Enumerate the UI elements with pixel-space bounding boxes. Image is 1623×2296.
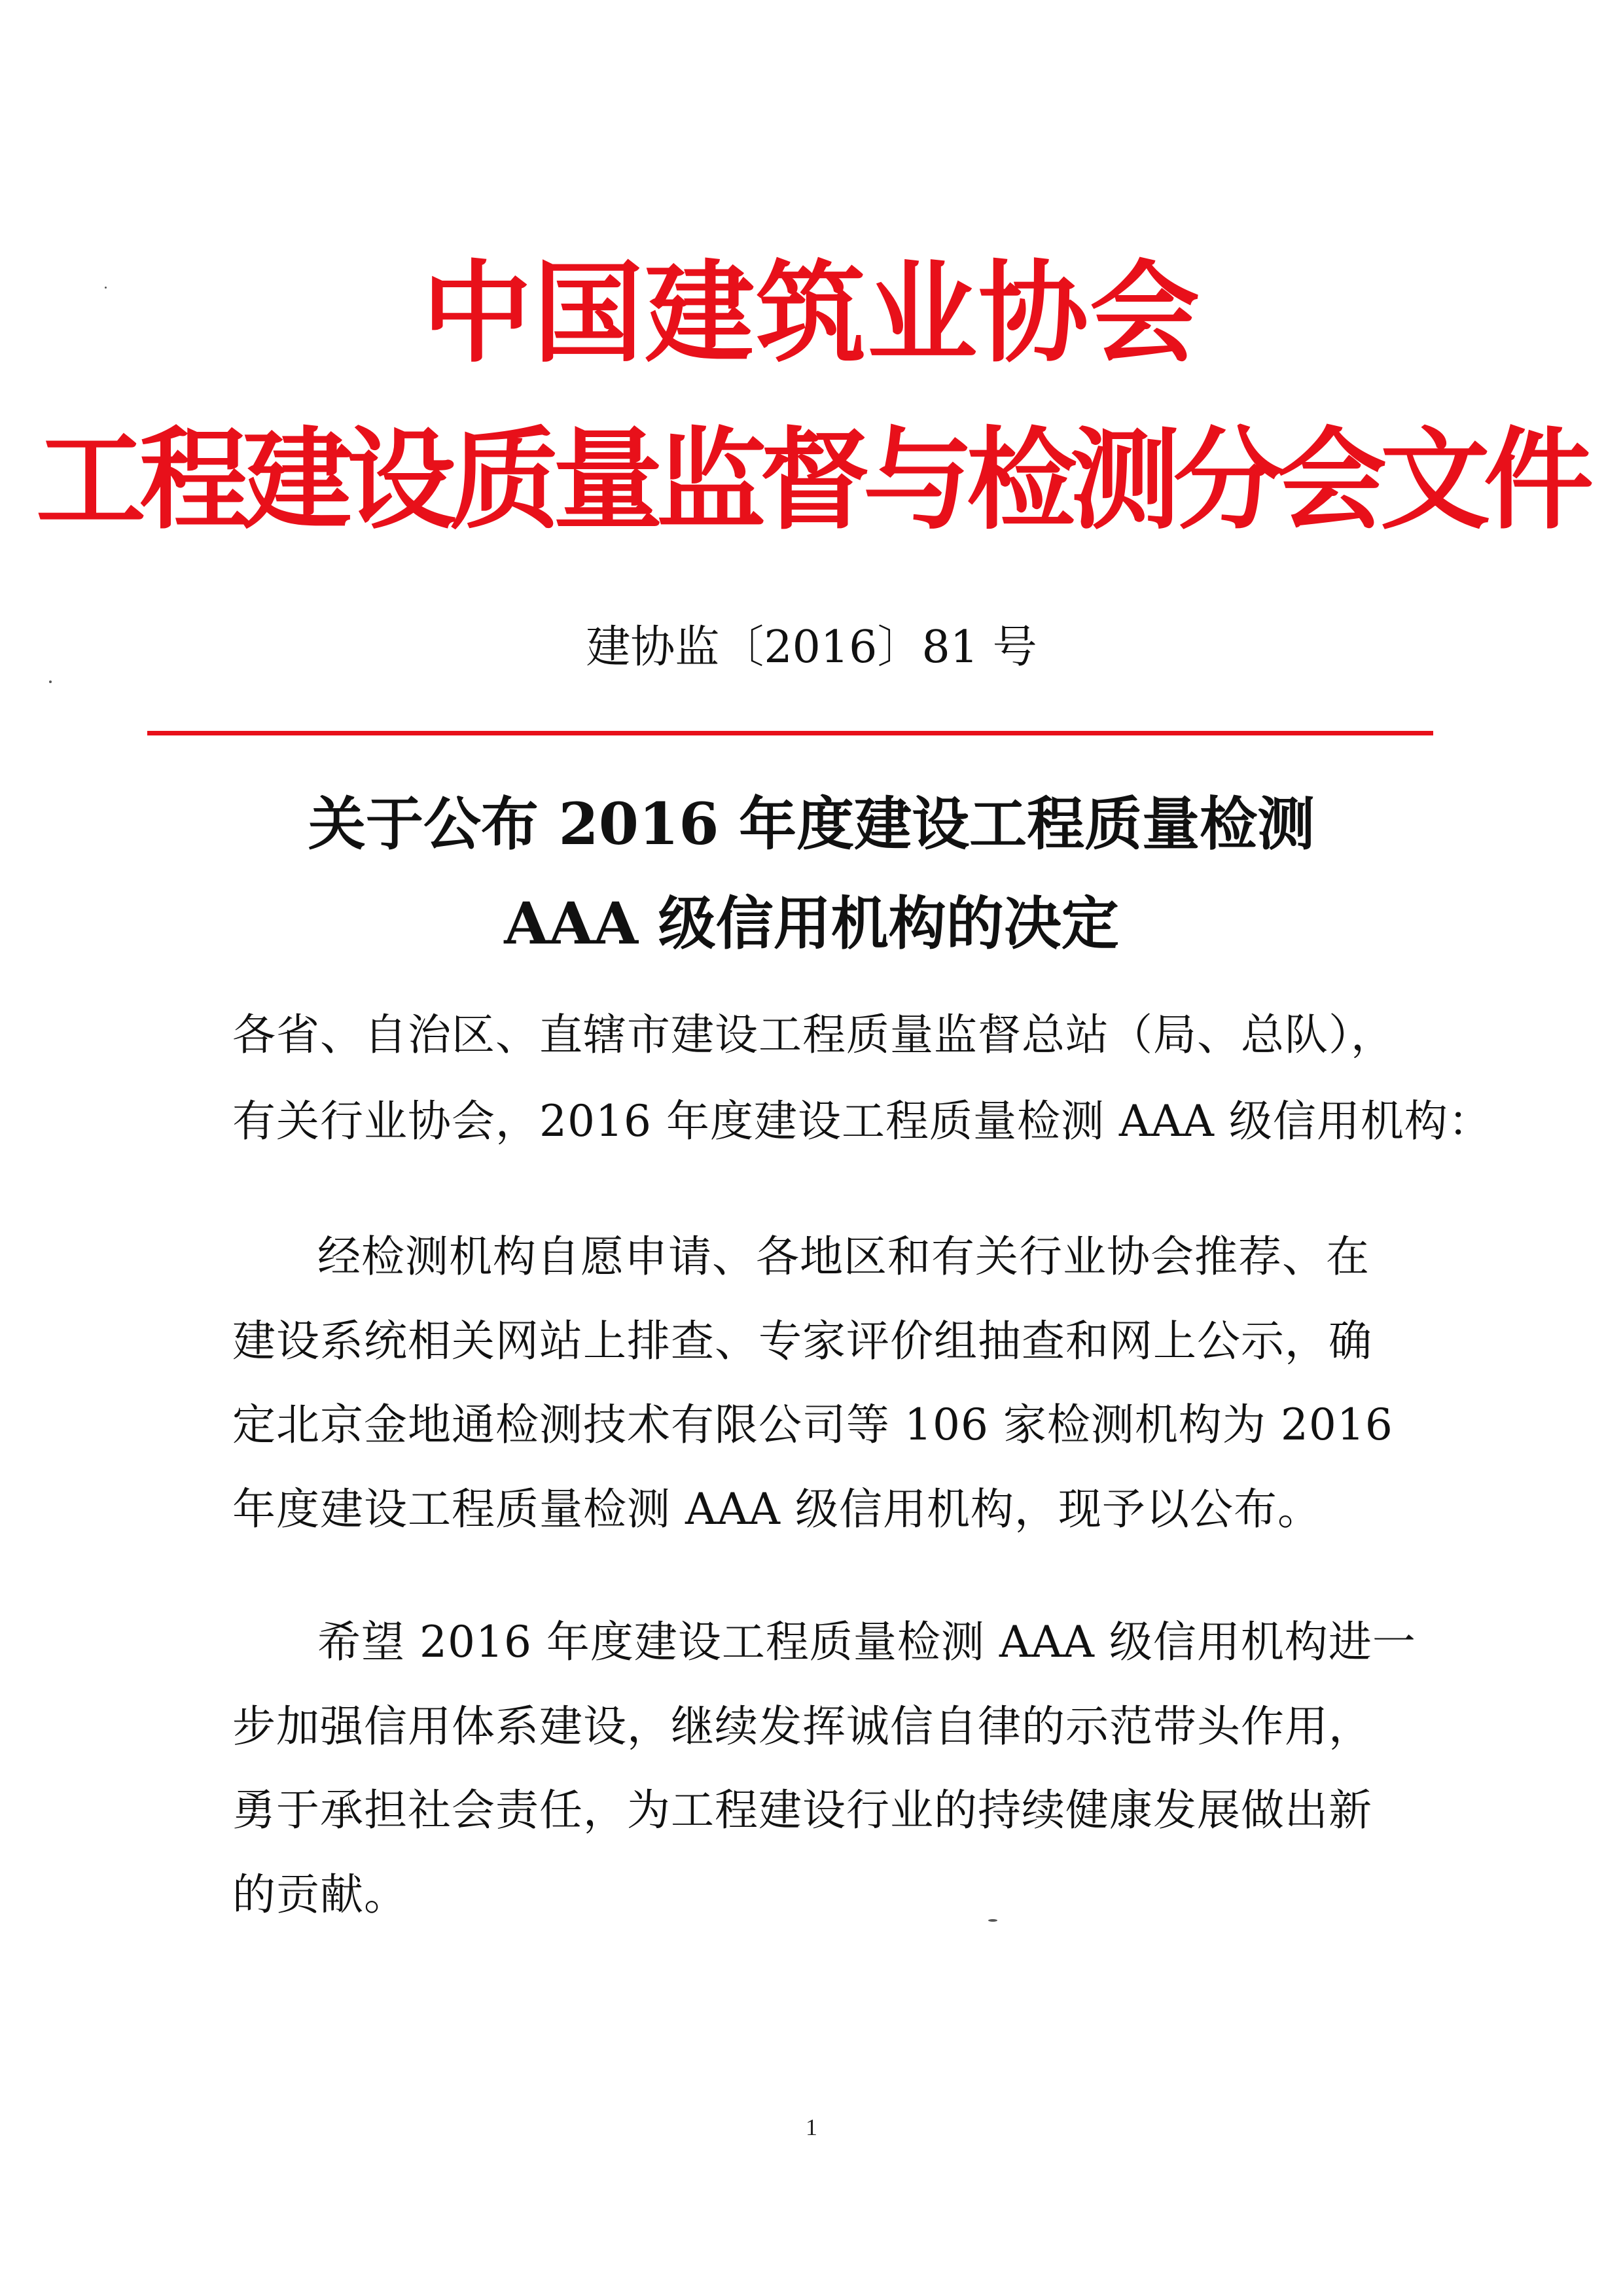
paragraph-2-line-1: 希望 2016 年度建设工程质量检测 AAA 级信用机构进一 <box>317 1617 1416 1667</box>
document-title-line-2: AAA 级信用机构的决定 <box>504 889 1119 957</box>
paragraph-2-line-4: 的贡献。 <box>232 1869 408 1920</box>
paragraph-1-line-4: 年度建设工程质量检测 AAA 级信用机构，现予以公布。 <box>232 1484 1321 1534</box>
paragraph-1-line-3: 定北京金地通检测技术有限公司等 106 家检测机构为 2016 <box>232 1400 1393 1450</box>
page-number: 1 <box>806 2114 817 2140</box>
scan-speck <box>105 287 107 289</box>
red-divider-line <box>147 731 1433 735</box>
issuer-header-line-2: 工程建设质量监督与检测分会文件 <box>36 415 1587 544</box>
paragraph-1-line-2: 建设系统相关网站上排查、专家评价组抽查和网上公示，确 <box>232 1316 1372 1366</box>
paragraph-1-line-1: 经检测机构自愿申请、各地区和有关行业协会推荐、在 <box>317 1231 1370 1282</box>
paragraph-2-line-3: 勇于承担社会责任，为工程建设行业的持续健康发展做出新 <box>232 1785 1372 1835</box>
addressee-line-2: 有关行业协会，2016 年度建设工程质量检测 AAA 级信用机构： <box>232 1096 1492 1146</box>
document-number: 建协监〔2016〕81 号 <box>586 622 1037 673</box>
scan-speck <box>988 1919 997 1922</box>
paragraph-2-line-2: 步加强信用体系建设，继续发挥诚信自律的示范带头作用， <box>232 1701 1372 1752</box>
scan-speck <box>49 680 52 683</box>
addressee-line-1: 各省、自治区、直辖市建设工程质量监督总站（局、总队）， <box>232 1010 1395 1060</box>
issuer-header-line-1: 中国建筑业协会 <box>422 248 1201 378</box>
document-title-line-1: 关于公布 2016 年度建设工程质量检测 <box>308 790 1315 858</box>
